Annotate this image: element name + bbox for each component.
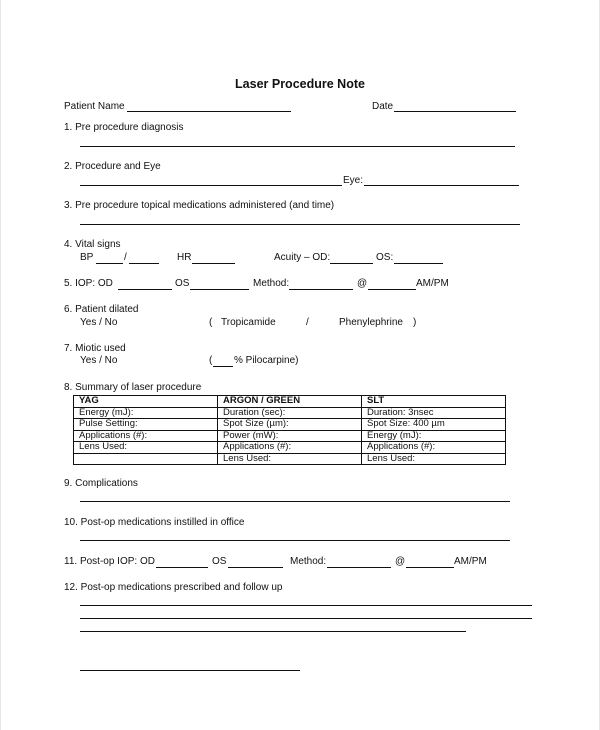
dilated-yes-no[interactable]: Yes / No xyxy=(80,317,118,328)
item-9-label: 9. Complications xyxy=(64,478,138,489)
table-cell[interactable]: Pulse Setting: xyxy=(74,419,218,431)
diagnosis-field[interactable] xyxy=(80,146,515,147)
paren-open: ( xyxy=(209,355,213,366)
table-cell[interactable]: Spot Size: 400 µm xyxy=(362,419,506,431)
table-cell[interactable]: Applications (#): xyxy=(218,442,362,454)
tropicamide-option[interactable]: Tropicamide xyxy=(221,317,276,328)
bp-systolic-field[interactable] xyxy=(96,263,123,264)
miotic-yes-no[interactable]: Yes / No xyxy=(80,355,118,366)
item-11-label: 11. Post-op IOP: OD xyxy=(64,556,155,567)
document-title: Laser Procedure Note xyxy=(235,77,365,91)
table-cell[interactable]: Applications (#): xyxy=(362,442,506,454)
followup-line-3[interactable] xyxy=(80,631,466,632)
table-cell[interactable] xyxy=(74,453,218,465)
paren-close: ) xyxy=(413,317,417,328)
table-cell[interactable]: Duration (sec): xyxy=(218,407,362,419)
laser-summary-table xyxy=(73,395,506,465)
followup-line-2[interactable] xyxy=(80,618,532,619)
procedure-field[interactable] xyxy=(80,185,342,186)
item-10-label: 10. Post-op medications instilled in office xyxy=(64,517,245,528)
paren-open: ( xyxy=(209,317,213,328)
item-4-label: 4. Vital signs xyxy=(64,239,121,250)
eye-field[interactable] xyxy=(364,185,519,186)
postop-method-field[interactable] xyxy=(327,567,391,568)
table-row xyxy=(74,430,506,442)
pilocarpine-percent-field[interactable] xyxy=(213,366,233,367)
hr-field[interactable] xyxy=(192,263,235,264)
postop-meds-office-field[interactable] xyxy=(80,540,510,541)
phenylephrine-option[interactable]: Phenylephrine xyxy=(339,317,403,328)
postop-at-label: @ xyxy=(395,556,406,567)
bp-slash: / xyxy=(124,252,127,263)
acuity-od-field[interactable] xyxy=(330,263,373,264)
header-yag: YAG xyxy=(74,396,218,408)
date-field[interactable] xyxy=(394,111,516,112)
iop-od-field[interactable] xyxy=(118,289,172,290)
table-row xyxy=(74,407,506,419)
table-cell[interactable]: Lens Used: xyxy=(362,453,506,465)
bp-diastolic-field[interactable] xyxy=(129,263,159,264)
patient-name-field[interactable] xyxy=(127,111,291,112)
eye-label: Eye: xyxy=(343,175,364,186)
item-2-label: 2. Procedure and Eye xyxy=(64,161,161,172)
table-cell[interactable]: Applications (#): xyxy=(74,430,218,442)
table-cell[interactable]: Lens Used: xyxy=(218,453,362,465)
postop-method-label: Method: xyxy=(290,556,327,567)
item-12-label: 12. Post-op medications prescribed and follow up xyxy=(64,582,283,593)
item-7-label: 7. Miotic used xyxy=(64,343,126,354)
iop-os-label: OS xyxy=(175,278,190,289)
complications-field[interactable] xyxy=(80,501,510,502)
item-1-label: 1. Pre procedure diagnosis xyxy=(64,122,184,133)
item-3-label: 3. Pre procedure topical medications administered (and time) xyxy=(64,200,335,211)
table-cell[interactable]: Spot Size (µm): xyxy=(218,419,362,431)
item-8-label: 8. Summary of laser procedure xyxy=(64,382,202,393)
table-cell[interactable]: Lens Used: xyxy=(74,442,218,454)
table-row xyxy=(74,442,506,454)
table-header-row xyxy=(74,396,506,408)
iop-at-label: @ xyxy=(357,278,368,289)
bp-label: BP xyxy=(80,252,94,263)
slash: / xyxy=(306,317,309,328)
iop-ampm-label: AM/PM xyxy=(416,278,449,289)
table-cell[interactable]: Power (mW): xyxy=(218,430,362,442)
iop-os-field[interactable] xyxy=(190,289,249,290)
table-cell[interactable]: Energy (mJ): xyxy=(362,430,506,442)
table-row xyxy=(74,419,506,431)
item-5-label: 5. IOP: OD xyxy=(64,278,113,289)
hr-label: HR xyxy=(177,252,192,263)
postop-time-field[interactable] xyxy=(406,567,454,568)
pilocarpine-label: % Pilocarpine) xyxy=(234,355,299,366)
acuity-os-label: OS: xyxy=(376,252,394,263)
header-slt: SLT xyxy=(362,396,506,408)
patient-name-label: Patient Name xyxy=(64,101,125,112)
postop-iop-od-field[interactable] xyxy=(156,567,208,568)
topical-medications-field[interactable] xyxy=(80,224,520,225)
followup-line-1[interactable] xyxy=(80,605,532,606)
acuity-od-label: Acuity – OD: xyxy=(274,252,331,263)
date-label: Date xyxy=(372,101,394,112)
table-cell[interactable]: Energy (mJ): xyxy=(74,407,218,419)
iop-method-field[interactable] xyxy=(289,289,353,290)
header-argon-green: ARGON / GREEN xyxy=(218,396,362,408)
iop-method-label: Method: xyxy=(253,278,290,289)
postop-iop-os-label: OS xyxy=(212,556,227,567)
item-6-label: 6. Patient dilated xyxy=(64,304,139,315)
postop-ampm-label: AM/PM xyxy=(454,556,487,567)
postop-iop-os-field[interactable] xyxy=(228,567,283,568)
table-row xyxy=(74,453,506,465)
iop-time-field[interactable] xyxy=(368,289,416,290)
table-cell[interactable]: Duration: 3nsec xyxy=(362,407,506,419)
acuity-os-field[interactable] xyxy=(394,263,443,264)
signature-line[interactable] xyxy=(80,670,300,671)
